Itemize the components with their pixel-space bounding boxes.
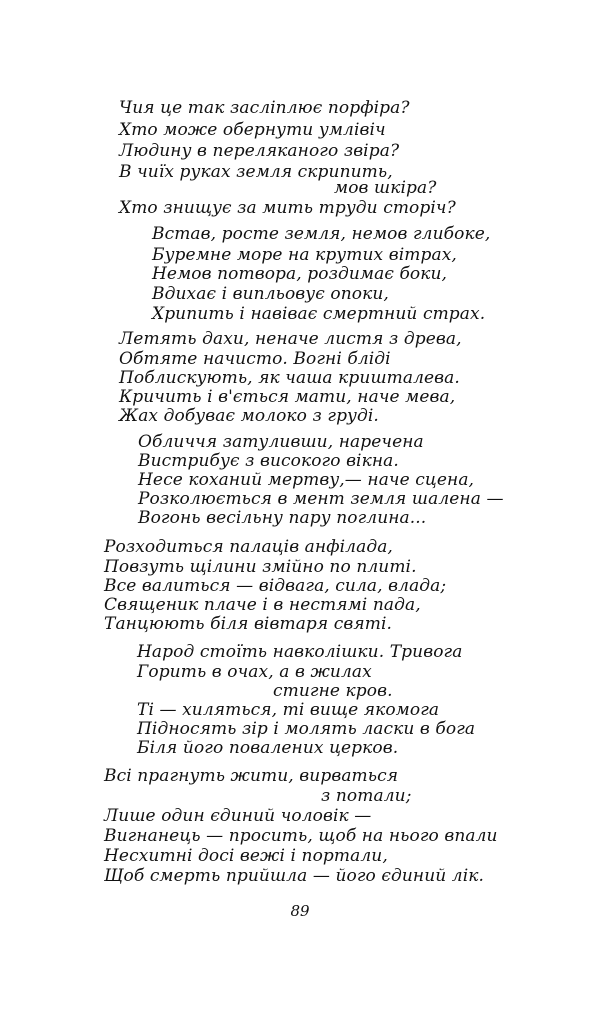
poem-line: Хто може обернути умлівіч — [119, 120, 386, 140]
poem-line: Людину в переляканого звіра? — [119, 141, 400, 161]
poem-line: Всі прагнуть жити, вирваться — [104, 766, 399, 786]
poem-line: Біля його повалених церков. — [137, 738, 399, 758]
poem-line: Чия це так засліплює порфіра? — [119, 98, 410, 118]
poem-line: стигне кров. — [273, 681, 393, 701]
poem-line: з потали; — [321, 786, 412, 806]
poem-line: Хрипить і навіває смертний страх. — [152, 304, 486, 324]
poem-line: Розходиться палаців анфілада, — [104, 537, 393, 557]
poem-line: Кричить і в'ється мати, наче мева, — [119, 387, 456, 407]
poem-line: Вогонь весільну пару поглина... — [138, 508, 427, 528]
poem-line: Вдихає і випльовує опоки, — [152, 284, 389, 304]
poem-line: Обличчя затуливши, наречена — [138, 432, 424, 452]
poem-line: Народ стоїть навколішки. Тривога — [137, 642, 463, 662]
poem-line: Хто знищує за мить труди сторіч? — [119, 198, 456, 218]
poem-line: Несхитні досі вежі і портали, — [104, 846, 388, 866]
poem-line: Щоб смерть прийшла — його єдиний лік. — [104, 866, 485, 886]
poem-line: В чиїх руках земля скрипить, — [119, 162, 393, 182]
poem-line: Обтяте начисто. Вогні бліді — [119, 349, 391, 369]
poem-line: Все валиться — відвага, сила, влада; — [104, 576, 447, 596]
poem-line: Горить в очах, а в жилах — [137, 662, 372, 682]
poem-line: Буремне море на крутих вітрах, — [152, 245, 457, 265]
poem-line: Вигнанець — просить, щоб на нього впали — [104, 826, 498, 846]
poem-line: Несе коханий мертву,— наче сцена, — [138, 470, 475, 490]
poem-line: Священик плаче і в нестямі пада, — [104, 595, 421, 615]
page-number: 89 — [290, 902, 310, 920]
poem-line: Немов потвора, роздимає боки, — [152, 264, 448, 284]
poem-line: Підносять зір і молять ласки в бога — [137, 719, 476, 739]
poem-line: Танцюють біля вівтаря святі. — [104, 614, 392, 634]
poem-line: Жах добуває молоко з груді. — [119, 406, 379, 426]
poem-line: Розколюється в мент земля шалена — — [138, 489, 504, 509]
poem-line: Летять дахи, неначе листя з древа, — [119, 329, 462, 349]
poem-line: Вистрибує з високого вікна. — [138, 451, 399, 471]
poem-line: Поблискують, як чаша кришталева. — [119, 368, 460, 388]
poem-line: Повзуть щілини змійно по плиті. — [104, 557, 417, 577]
poem-line: Встав, росте земля, немов глибоке, — [152, 224, 491, 244]
poem-line: Ті — хиляться, ті вище якомога — [137, 700, 440, 720]
poem-line: Лише один єдиний чоловік — — [104, 806, 372, 826]
poem-line: мов шкіра? — [334, 178, 437, 198]
